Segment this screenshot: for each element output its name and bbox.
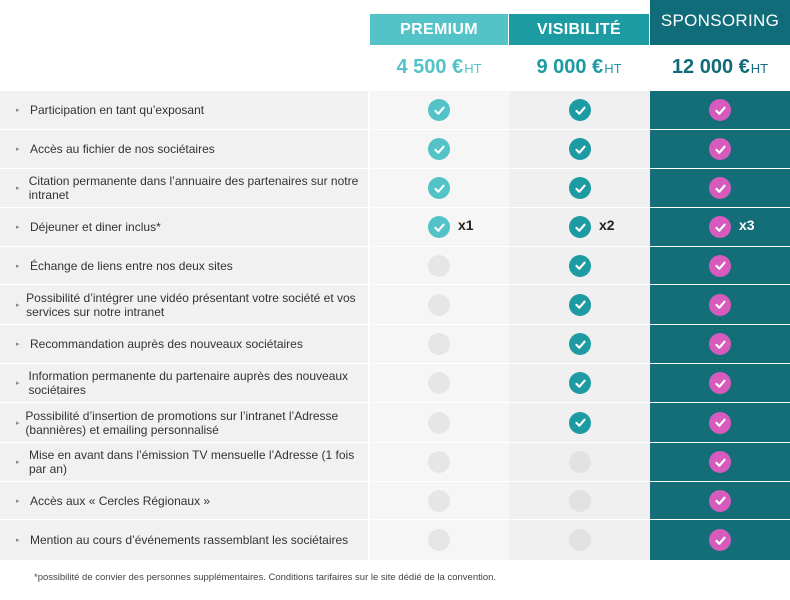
feature-cell-sponsoring	[708, 215, 732, 239]
check-icon	[428, 138, 450, 160]
feature-label: Accès au fichier de nos sociétaires	[30, 142, 215, 156]
triangle-right-icon: ▸	[16, 301, 20, 309]
price-value: 9 000 €	[536, 56, 604, 78]
triangle-right-icon: ▸	[16, 146, 20, 153]
check-icon	[709, 216, 731, 238]
feature-cell-sponsoring	[708, 176, 732, 200]
price-value: 4 500 €	[396, 56, 464, 78]
check-icon	[709, 294, 731, 316]
feature-label-cell	[0, 482, 368, 519]
feature-row	[0, 130, 790, 168]
feature-row	[0, 208, 790, 246]
feature-cell-premium	[427, 371, 451, 395]
check-icon	[428, 99, 450, 121]
feature-cell-sponsoring	[708, 254, 732, 278]
empty-circle-icon	[569, 529, 591, 551]
check-icon	[569, 255, 591, 277]
feature-label-cell	[0, 325, 368, 363]
feature-label: Participation en tant qu’exposant	[30, 103, 205, 117]
price-unit: HT	[750, 61, 769, 76]
feature-cell-sponsoring	[708, 411, 732, 435]
empty-circle-icon	[428, 412, 450, 434]
check-icon	[709, 490, 731, 512]
feature-label: Information permanente du partenaire auprès des nouveaux sociétaires	[28, 369, 349, 397]
price-sponsoring	[650, 56, 790, 84]
feature-cell-visibilite	[568, 98, 592, 122]
empty-circle-icon	[428, 451, 450, 473]
check-icon	[428, 177, 450, 199]
empty-circle-icon	[428, 529, 450, 551]
footnote: *possibilité de convier des personnes supplémentaires. Conditions tarifaires sur le site dédié de la convention.	[34, 572, 497, 583]
price-visibilite	[509, 56, 649, 84]
feature-cell-premium	[427, 411, 451, 435]
feature-cell-visibilite	[568, 528, 592, 552]
check-icon	[709, 529, 731, 551]
check-icon	[569, 412, 591, 434]
triangle-right-icon: ▸	[16, 537, 20, 544]
price-value: 12 000 €	[671, 56, 750, 78]
feature-cell-premium	[427, 137, 451, 161]
feature-cell-visibilite	[568, 411, 592, 435]
feature-cell-visibilite	[568, 371, 592, 395]
feature-row	[0, 520, 790, 560]
check-icon	[709, 138, 731, 160]
feature-cell-visibilite	[568, 332, 592, 356]
feature-row	[0, 285, 790, 324]
feature-label: Mise en avant dans l’émission TV mensuelle l’Adresse (1 fois par an)	[28, 448, 355, 476]
feature-label: Possibilité d’intégrer une vidéo présentant votre société et vos services sur notre intranet	[26, 290, 356, 319]
feature-row	[0, 482, 790, 519]
check-icon	[569, 372, 591, 394]
feature-cell-visibilite	[568, 293, 592, 317]
feature-cell-visibilite	[568, 254, 592, 278]
feature-cell-sponsoring	[708, 371, 732, 395]
check-icon	[709, 372, 731, 394]
feature-cell-sponsoring	[708, 137, 732, 161]
check-icon	[569, 294, 591, 316]
feature-label: Recommandation auprès des nouveaux sociétaires	[30, 337, 303, 351]
feature-cell-sponsoring	[708, 489, 732, 513]
feature-row	[0, 364, 790, 402]
price-premium	[370, 56, 508, 84]
empty-circle-icon	[428, 333, 450, 355]
check-icon	[709, 333, 731, 355]
feature-label-cell	[0, 364, 368, 402]
feature-label: Échange de liens entre nos deux sites	[30, 258, 233, 273]
feature-row	[0, 91, 790, 129]
feature-cell-premium	[427, 332, 451, 356]
feature-cell-visibilite	[568, 137, 592, 161]
feature-label-cell	[0, 169, 368, 207]
feature-cell-visibilite	[568, 489, 592, 513]
feature-label: Accès aux « Cercles Régionaux »	[30, 493, 211, 508]
feature-label: Mention au cours d’événements rassemblant les sociétaires	[30, 533, 349, 547]
feature-cell-premium	[427, 293, 451, 317]
triangle-right-icon: ▸	[16, 459, 20, 466]
check-icon	[569, 333, 591, 355]
plan-header-sponsoring: SPONSORING	[650, 0, 790, 45]
check-icon	[569, 138, 591, 160]
feature-cell-premium	[427, 215, 451, 239]
feature-cell-sponsoring	[708, 450, 732, 474]
meal-multiplier-visibilite: x2	[599, 217, 615, 233]
feature-row	[0, 403, 790, 442]
check-icon	[709, 99, 731, 121]
check-icon	[709, 451, 731, 473]
feature-cell-premium	[427, 254, 451, 278]
meal-multiplier-sponsoring: x3	[739, 217, 755, 233]
feature-row	[0, 325, 790, 363]
feature-row	[0, 443, 790, 481]
feature-cell-visibilite	[568, 215, 592, 239]
check-icon	[709, 255, 731, 277]
triangle-right-icon: ▸	[16, 224, 20, 231]
feature-label-cell	[0, 130, 368, 168]
triangle-right-icon: ▸	[16, 380, 20, 387]
empty-circle-icon	[569, 490, 591, 512]
feature-row	[0, 247, 790, 284]
feature-label-cell	[0, 285, 368, 324]
check-icon	[428, 216, 450, 238]
empty-circle-icon	[428, 490, 450, 512]
feature-cell-premium	[427, 528, 451, 552]
feature-label-cell	[0, 443, 368, 481]
feature-cell-premium	[427, 98, 451, 122]
feature-cell-premium	[427, 176, 451, 200]
triangle-right-icon: ▸	[16, 262, 20, 270]
feature-label: Possibilité d’insertion de promotions sur l’intranet l’Adresse (bannières) et emailing personnalisé	[25, 408, 339, 437]
feature-cell-visibilite	[568, 176, 592, 200]
triangle-right-icon: ▸	[16, 341, 20, 348]
feature-cell-sponsoring	[708, 528, 732, 552]
feature-cell-sponsoring	[708, 293, 732, 317]
feature-cell-sponsoring	[708, 332, 732, 356]
triangle-right-icon: ▸	[16, 107, 20, 114]
triangle-right-icon: ▸	[16, 419, 20, 427]
price-unit: HT	[464, 61, 482, 76]
check-icon	[709, 412, 731, 434]
feature-label-cell	[0, 403, 368, 442]
feature-label-cell	[0, 208, 368, 246]
check-icon	[569, 99, 591, 121]
feature-label-cell	[0, 91, 368, 129]
triangle-right-icon: ▸	[16, 185, 20, 192]
price-unit: HT	[604, 61, 622, 76]
empty-circle-icon	[428, 294, 450, 316]
empty-circle-icon	[569, 451, 591, 473]
check-icon	[569, 177, 591, 199]
feature-cell-sponsoring	[708, 98, 732, 122]
feature-cell-premium	[427, 489, 451, 513]
feature-cell-premium	[427, 450, 451, 474]
empty-circle-icon	[428, 255, 450, 277]
feature-label-cell	[0, 247, 368, 284]
check-icon	[569, 216, 591, 238]
meal-multiplier-premium: x1	[458, 217, 474, 233]
feature-label-cell	[0, 520, 368, 560]
check-icon	[709, 177, 731, 199]
triangle-right-icon: ▸	[16, 497, 20, 505]
plan-header-visibilite: VISIBILITÉ	[509, 14, 649, 45]
feature-label: Citation permanente dans l’annuaire des partenaires sur notre intranet	[28, 174, 359, 202]
plan-header-premium: PREMIUM	[370, 14, 508, 45]
feature-row	[0, 169, 790, 207]
feature-label: Déjeuner et diner inclus*	[30, 220, 161, 234]
feature-cell-visibilite	[568, 450, 592, 474]
row-divider	[0, 560, 790, 561]
empty-circle-icon	[428, 372, 450, 394]
